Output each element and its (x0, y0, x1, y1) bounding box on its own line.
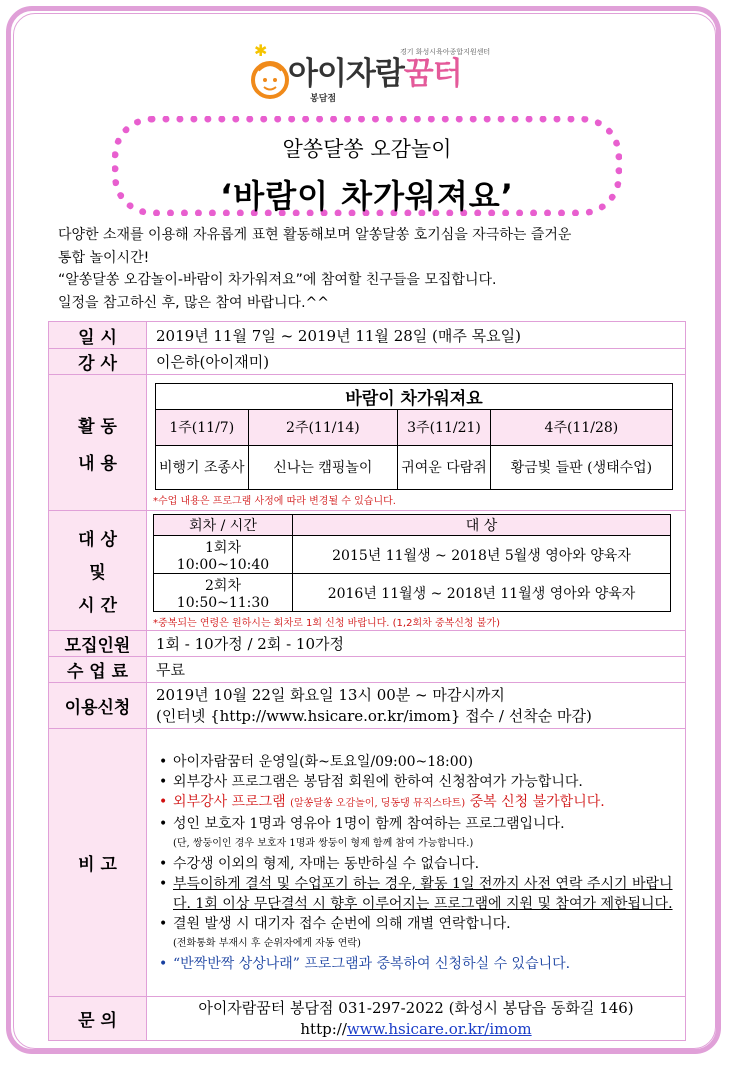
session-table (153, 514, 671, 612)
intro-text (58, 224, 684, 314)
activity-title: 바람이 차가워져요 (156, 383, 673, 409)
remark-item: • 결원 발생 시 대기자 접수 순번에 의해 개별 연락합니다. (159, 914, 685, 934)
svg-text:✱: ✱ (254, 41, 268, 60)
remark-item: • 수강생 이외의 형제, 자매는 동반하실 수 없습니다. (159, 854, 685, 874)
row-contact (49, 997, 686, 1041)
target-header: 대 상 (293, 515, 671, 536)
logo-brand (288, 48, 462, 93)
activity-note: *수업 내용은 프로그램 사정에 따라 변경될 수 있습니다. (153, 495, 396, 507)
logo (250, 40, 490, 110)
label-contact: 문 의 (49, 997, 147, 1041)
label-teacher: 강 사 (49, 349, 147, 375)
week-label: 4주(11/28) (490, 409, 672, 445)
week-content: 황금빛 들판 (생태수업) (490, 445, 672, 489)
row-apply (49, 683, 686, 729)
contact-line-2 (147, 1019, 685, 1040)
session-header: 회차 / 시간 (154, 515, 293, 536)
row-teacher (49, 349, 686, 375)
session-2 (154, 574, 293, 612)
label-activity (49, 375, 147, 511)
remark-item: • 성인 보호자 1명과 영유아 1명이 함께 참여하는 프로그램입니다. (159, 814, 685, 834)
intro-line: 통합 놀이시간! (58, 249, 150, 266)
label-date: 일 시 (49, 322, 147, 349)
remark-sub (159, 934, 685, 954)
apply-line-1: 2019년 10월 22일 화요일 13시 00분 ~ 마감시까지 (156, 685, 505, 704)
remark-4s: (단, 쌍둥이인 경우 보호자 1명과 쌍둥이 형제 함께 참여 가능합니다.) (173, 837, 474, 849)
label-target-2: 및 (89, 563, 106, 583)
activity-cell (147, 375, 686, 511)
remark-item: • 아이자람꿈터 운영일(화~토요일/09:00~18:00) (159, 752, 685, 772)
title-main: ‘바람이 차가워져요’ (220, 177, 514, 215)
week-content: 비행기 조종사 (156, 445, 249, 489)
title-sub: 알쏭달쏭 오감놀이 (282, 137, 452, 161)
remark-7s: (전화통화 부재시 후 순위자에게 자동 연락) (173, 937, 361, 949)
row-capacity (49, 631, 686, 657)
value-teacher: 이은하(아이재미) (147, 349, 686, 375)
remark-3b: (알쏭달쏭 오감놀이, 딩동댕 뮤직스타트) (290, 797, 466, 809)
value-apply (147, 683, 686, 729)
title-box (112, 116, 622, 216)
logo-branch: 봉담점 (310, 94, 337, 104)
intro-line: 일정을 참고하신 후, 많은 참여 바랍니다.^^ (58, 294, 329, 311)
contact-prefix: http:// (300, 1019, 347, 1038)
week-content: 신나는 캠핑놀이 (248, 445, 398, 489)
remarks-list (147, 752, 685, 974)
label-target-1: 대 상 (78, 530, 117, 550)
row-activity (49, 375, 686, 511)
contact-line-1: 아이자람꿈터 봉담점 031-297-2022 (화성시 봉담읍 동화길 146) (198, 998, 634, 1017)
label-apply: 이용신청 (49, 683, 147, 729)
logo-brand-part1: 아이자람 (288, 56, 404, 92)
apply-line-2: (인터넷 {http://www.hsicare.or.kr/imom} 접수 / 선착순 마감) (156, 706, 592, 725)
row-date (49, 322, 686, 349)
remark-3a: 외부강사 프로그램 (173, 793, 291, 810)
row-remarks (49, 729, 686, 997)
label-target-3: 시 간 (78, 596, 117, 616)
value-capacity: 1회 - 10가정 / 2회 - 10가정 (147, 631, 686, 657)
target-note: *중복되는 연령은 원하시는 회차로 1회 신청 바랍니다. (1,2회차 중복신청 불가) (153, 618, 500, 629)
week-label: 2주(11/14) (248, 409, 398, 445)
remark-item: • “반짝반짝 상상나래” 프로그램과 중복하여 신청하실 수 있습니다. (159, 954, 685, 974)
remark-item: • 외부강사 프로그램은 봉담점 회원에 한하여 신청참여가 가능합니다. (159, 772, 685, 792)
intro-line: “알쏭달쏭 오감놀이-바람이 차가워져요”에 참여할 친구들을 모집합니다. (58, 272, 497, 288)
week-content: 귀여운 다람쥐 (398, 445, 491, 489)
intro-line: 다양한 소재를 이용해 자유롭게 표현 활동해보며 알쏭달쏭 호기심을 자극하는 즐거운 (58, 227, 572, 243)
target-cell (147, 511, 686, 631)
remark-3c: 중복 신청 불가합니다. (465, 793, 605, 810)
label-target (49, 511, 147, 631)
logo-org-text: 경기 화성시육아종합지원센터 (400, 48, 491, 56)
label-capacity: 모집인원 (49, 631, 147, 657)
label-activity-1: 활 동 (78, 416, 117, 437)
value-date: 2019년 11월 7일 ~ 2019년 11월 28일 (매주 목요일) (147, 322, 686, 349)
session-1-target: 2015년 11월생 ~ 2018년 5월생 영아와 양육자 (293, 536, 671, 574)
value-contact (147, 997, 686, 1041)
remark-item: • 부득이하게 결석 및 수업포기 하는 경우, 활동 1일 전까지 사전 연락 주시기 바랍니다. 1회 이상 무단결석 시 향후 이루어지는 프로그램에 지원 및 참여가 제한됩니다. (159, 874, 685, 914)
info-table (48, 321, 686, 1041)
session-1 (154, 536, 293, 574)
session-1-time: 10:00~10:40 (176, 556, 270, 573)
session-2-name: 2회차 (205, 577, 241, 594)
label-fee: 수 업 료 (49, 657, 147, 683)
week-label: 1주(11/7) (156, 409, 249, 445)
remark-item (159, 792, 685, 814)
value-fee: 무료 (147, 657, 686, 683)
session-2-time: 10:50~11:30 (176, 594, 270, 611)
child-face-icon (250, 40, 290, 102)
week-label: 3주(11/21) (398, 409, 491, 445)
session-2-target: 2016년 11월생 ~ 2018년 11월생 영아와 양육자 (293, 574, 671, 612)
label-remarks: 비 고 (49, 729, 147, 997)
label-activity-2: 내 용 (78, 453, 117, 474)
row-fee (49, 657, 686, 683)
remarks-cell (147, 729, 686, 997)
activity-table (155, 383, 673, 490)
remark-sub (159, 834, 685, 854)
session-1-name: 1회차 (205, 539, 241, 556)
contact-link[interactable]: www.hsicare.or.kr/imom (346, 1019, 532, 1038)
logo-brand-part2: 꿈터 (403, 56, 462, 92)
row-target (49, 511, 686, 631)
